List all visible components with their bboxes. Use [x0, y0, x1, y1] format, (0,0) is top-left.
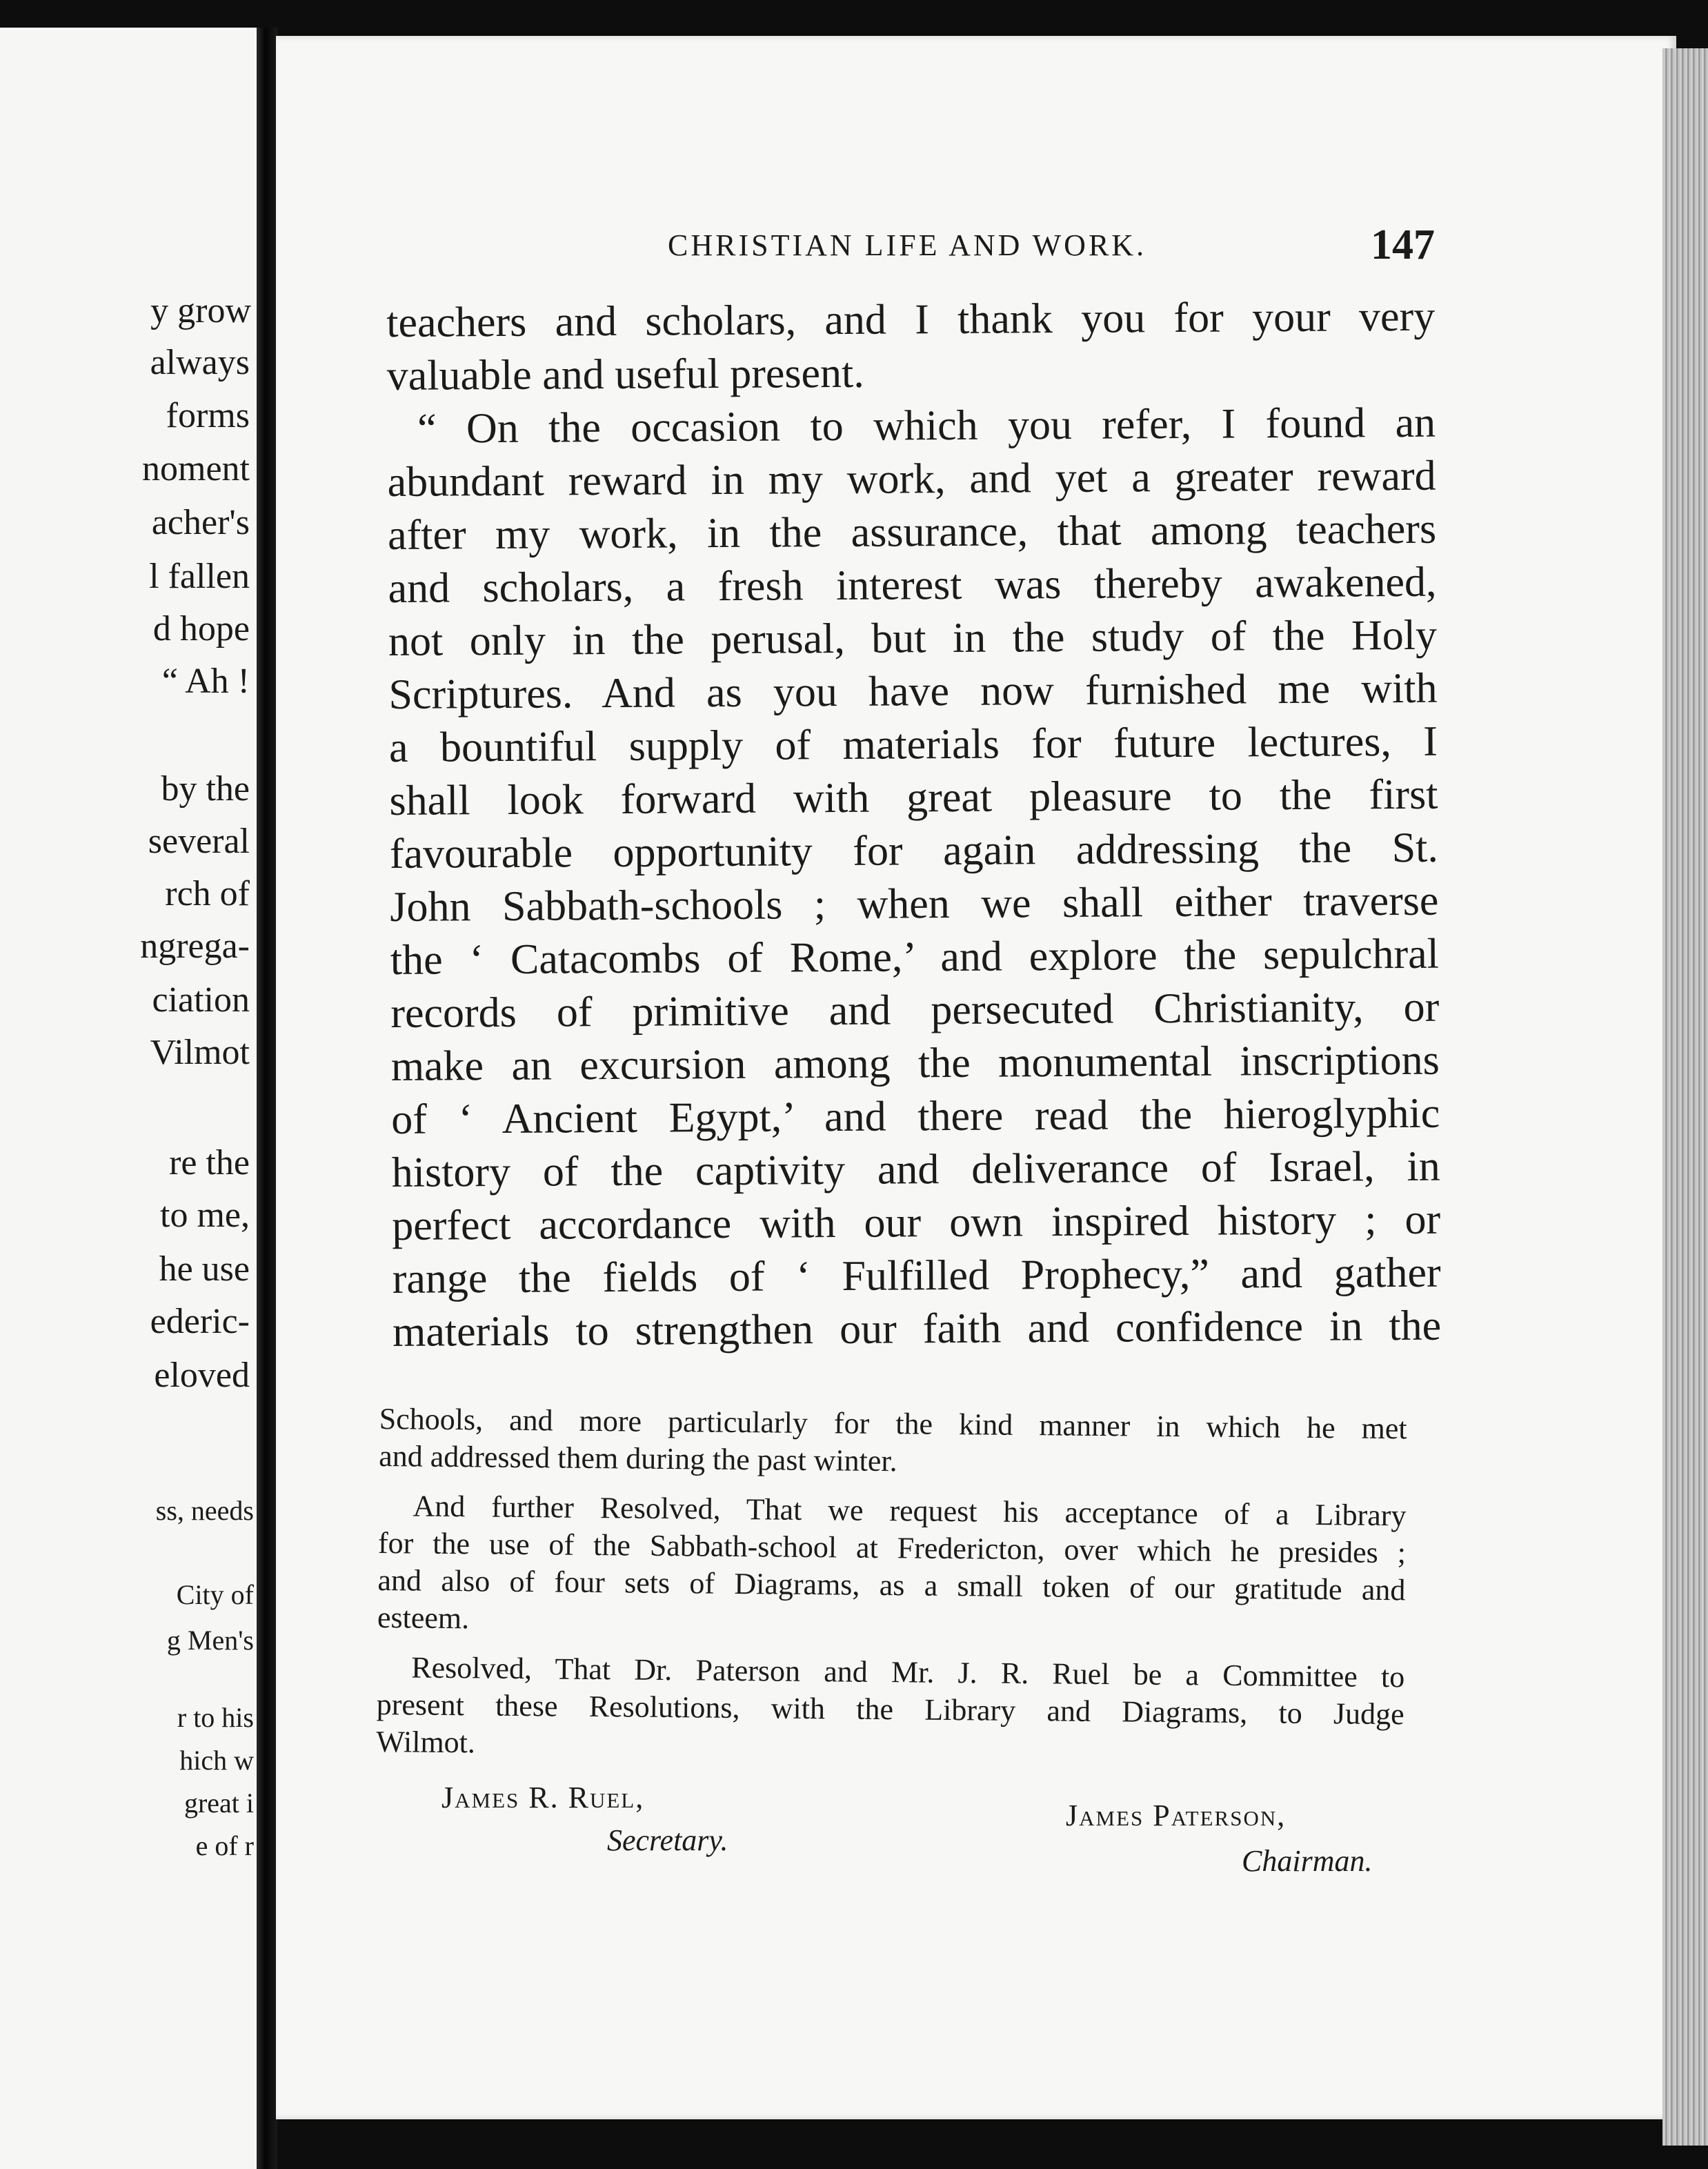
body-line: history of the captivity and deliverance of Israel, in [391, 1142, 1440, 1196]
resolution-line: Wilmot. [376, 1724, 476, 1760]
book-gutter [257, 28, 277, 2169]
previous-page-line: “ Ah ! [161, 662, 250, 701]
body-line: “ On the occasion to which you refer, I found an [417, 399, 1436, 453]
body-line: favourable opportunity for again addressing the St. [389, 824, 1439, 878]
running-title: CHRISTIAN LIFE AND WORK. [668, 228, 1147, 262]
body-line: materials to strengthen our faith and confidence in the [392, 1302, 1442, 1356]
previous-page-line: ciation [152, 980, 250, 1020]
body-line: after my work, in the assurance, that among teachers [387, 505, 1437, 559]
chairman-title: Chairman. [1242, 1844, 1373, 1878]
body-line: abundant reward in my work, and yet a greater reward [387, 452, 1436, 506]
body-line: make an excursion among the monumental inscriptions [390, 1036, 1440, 1090]
resolutions-block [376, 1400, 1407, 1783]
resolution-paragraph [377, 1487, 1407, 1646]
resolution-line: and addressed them during the past winter. [378, 1438, 897, 1478]
body-line: not only in the perusal, but in the study of the Holy [388, 611, 1438, 665]
body-line: and scholars, a fresh interest was thereby awakened, [388, 558, 1437, 612]
resolution-line: present these Resolutions, with the Library and Diagrams, to Judge [376, 1687, 1404, 1732]
previous-page-line: forms [166, 396, 250, 435]
chairman-name: James Paterson, [1066, 1799, 1287, 1832]
previous-page-line: hich w [179, 1745, 254, 1776]
signatures [379, 1780, 1407, 1890]
previous-page-line: he use [159, 1249, 250, 1289]
resolution-line: and also of four sets of Diagrams, as a small token of our gratitude and [377, 1563, 1406, 1607]
previous-page-line: City of [176, 1579, 254, 1610]
resolution-line: esteem. [377, 1600, 470, 1636]
secretary-title: Secretary. [607, 1823, 728, 1857]
previous-page-line: y grow [150, 291, 251, 330]
previous-page-line: r to his [177, 1702, 254, 1733]
body-line: valuable and useful present. [386, 349, 864, 399]
resolution-line: for the use of the Sabbath-school at Fredericton, over which he presides ; [377, 1525, 1407, 1570]
body-line: John Sabbath-schools ; when we shall either traverse [390, 877, 1439, 931]
previous-page-line: acher's [151, 503, 250, 542]
previous-page-line: always [150, 343, 250, 382]
secretary-name: James R. Ruel, [441, 1781, 645, 1814]
body-line: a bountiful supply of materials for future lectures, I [388, 717, 1438, 771]
body-line: Scriptures. And as you have now furnished me with [388, 664, 1438, 718]
previous-page-line: ederic- [150, 1302, 250, 1341]
body-line: range the fields of ‘ Fulfilled Prophecy,” and gather [392, 1249, 1441, 1303]
resolution-line: And further Resolved, That we request his acceptance of a Library [413, 1489, 1407, 1533]
body-line: teachers and scholars, and I thank you for your very [386, 293, 1436, 346]
previous-page-line: eloved [154, 1356, 250, 1395]
resolution-paragraph [379, 1400, 1407, 1485]
previous-page-line: g Men's [166, 1625, 254, 1656]
body-line: shall look forward with great pleasure to the first [389, 771, 1438, 824]
previous-page-line: several [148, 822, 250, 861]
previous-page-line: e of r [195, 1830, 254, 1861]
previous-page-line: re the [169, 1143, 250, 1182]
previous-page-line: ss, needs [155, 1495, 254, 1526]
page-edges [1662, 48, 1708, 2146]
body-line: records of primitive and persecuted Christianity, or [390, 983, 1440, 1037]
resolution-paragraph [376, 1649, 1404, 1770]
previous-page-line: by the [161, 769, 250, 809]
previous-page-line: l fallen [149, 557, 250, 596]
previous-page-line: ngrega- [140, 927, 250, 966]
body-line: of ‘ Ancient Egypt,’ and there read the hieroglyphic [391, 1089, 1440, 1143]
previous-page-fragment [0, 28, 257, 2169]
previous-page-line: noment [142, 449, 250, 488]
resolution-line: Schools, and more particularly for the kind manner in which he met [379, 1401, 1407, 1446]
body-line: the ‘ Catacombs of Rome,’ and explore the sepulchral [390, 930, 1440, 984]
page-number: 147 [1371, 221, 1435, 268]
previous-page-line: to me, [160, 1196, 250, 1235]
previous-page-line: rch of [165, 874, 250, 913]
body-text [386, 290, 1441, 1359]
body-line: perfect accordance with our own inspired history ; or [392, 1196, 1441, 1249]
previous-page-line: Vilmot [150, 1033, 250, 1072]
resolution-line: Resolved, That Dr. Paterson and Mr. J. R. Ruel be a Committee to [411, 1650, 1405, 1694]
running-head [386, 221, 1435, 276]
previous-page-line: great i [183, 1787, 254, 1819]
previous-page-line: d hope [152, 609, 250, 648]
